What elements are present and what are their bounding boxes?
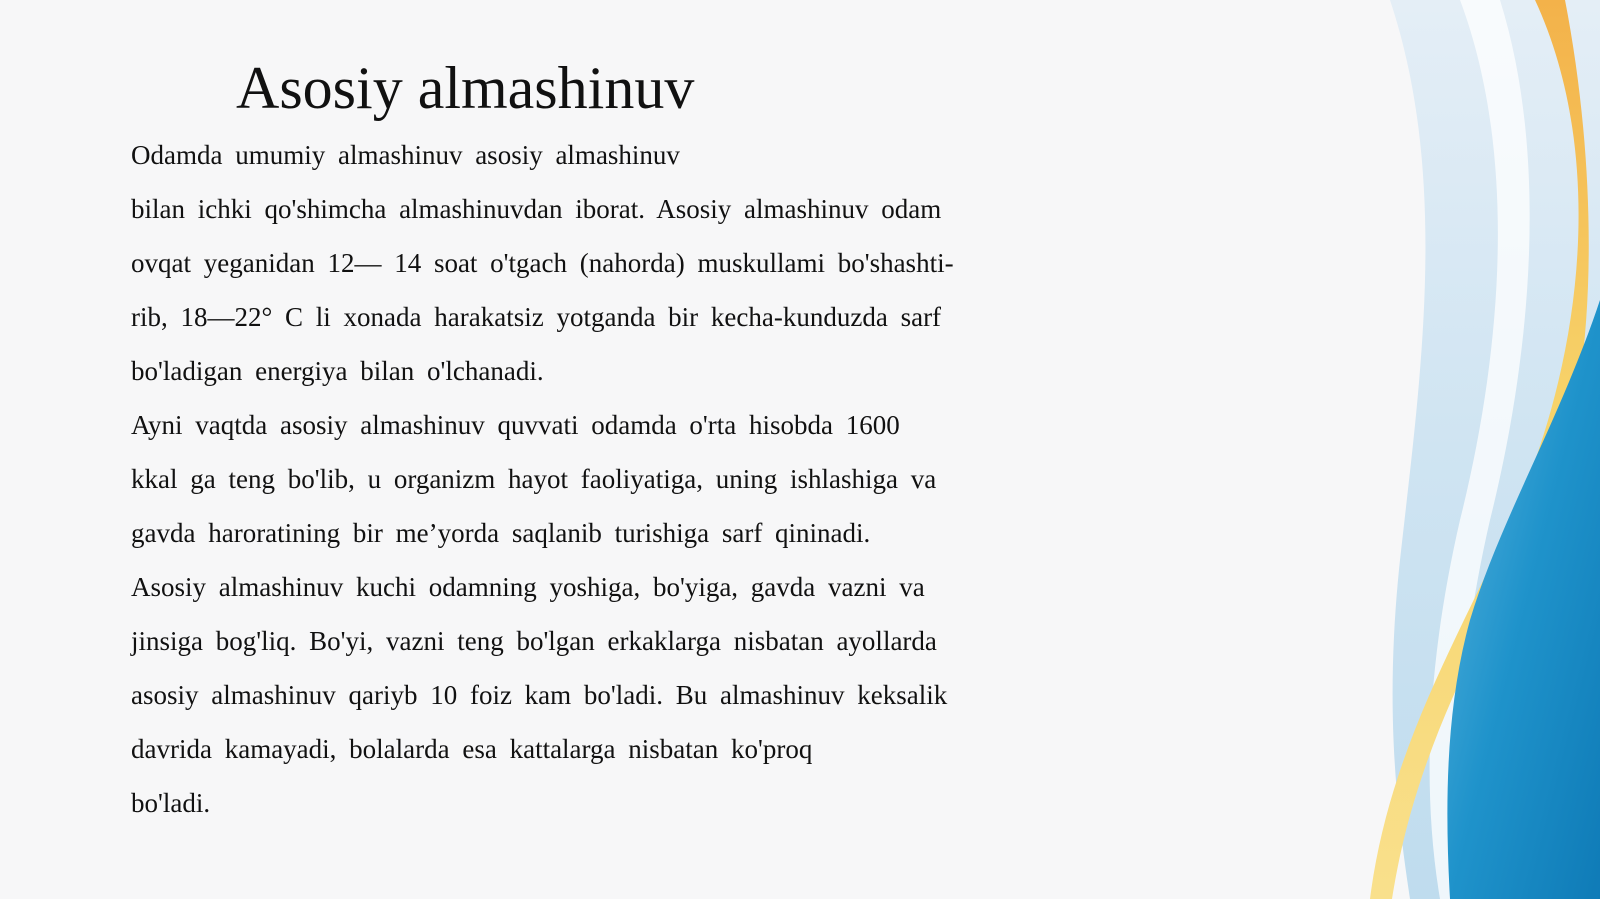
text-line: gavda haroratining bir me’yorda saqlanib turishiga sarf qininadi. (131, 518, 871, 548)
text-line: bilan ichki qo'shimcha almashinuvdan iborat. Asosiy almashinuv odam (131, 194, 942, 224)
text-line: davrida kamayadi, bolalarda esa kattalarga nisbatan ko'proq (131, 734, 813, 764)
body-paragraph (131, 128, 1051, 830)
text-line: Ayni vaqtda asosiy almashinuv quvvati odamda o'rta hisobda 1600 (131, 410, 900, 440)
text-line: bo'ladigan energiya bilan o'lchanadi. (131, 356, 544, 386)
text-line: jinsiga bog'liq. Bo'yi, vazni teng bo'lgan erkaklarga nisbatan ayollarda (131, 626, 937, 656)
slide-title: Asosiy almashinuv (236, 55, 695, 121)
text-line: ovqat yeganidan 12— 14 soat o'tgach (nahorda) muskullami bo'shashti- (131, 248, 954, 278)
text-line: Odamda umumiy almashinuv asosiy almashinuv (131, 140, 680, 170)
text-line: kkal ga teng bo'lib, u organizm hayot faoliyatiga, uning ishlashiga va (131, 464, 937, 494)
text-line: bo'ladi. (131, 788, 211, 818)
text-line: asosiy almashinuv qariyb 10 foiz kam bo'ladi. Bu almashinuv keksalik (131, 680, 948, 710)
text-line: rib, 18—22° C li xonada harakatsiz yotganda bir kecha-kunduzda sarf (131, 302, 942, 332)
text-line: Asosiy almashinuv kuchi odamning yoshiga, bo'yiga, gavda vazni va (131, 572, 925, 602)
